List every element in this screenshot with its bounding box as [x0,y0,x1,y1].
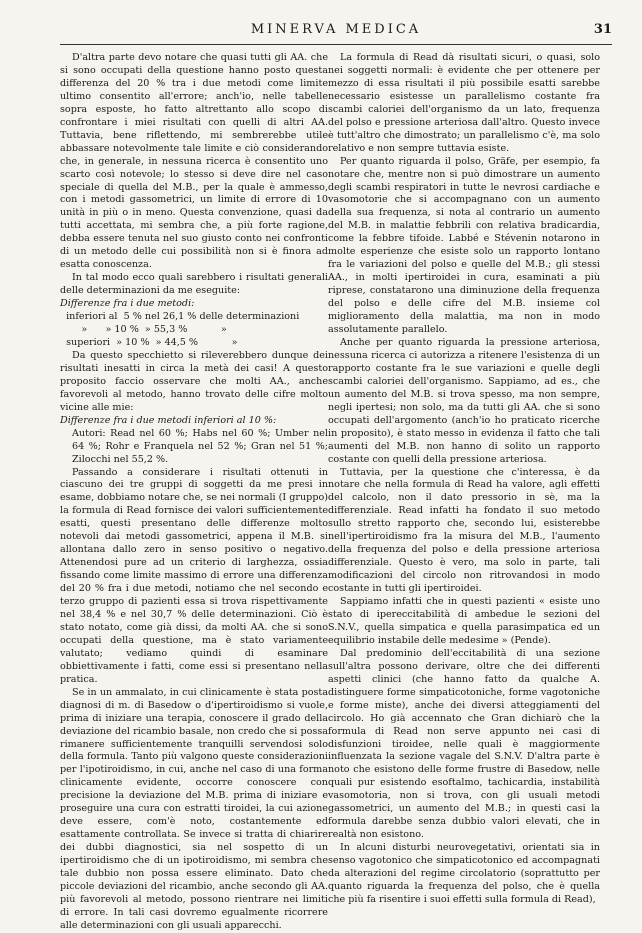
right-column-paragraph: La formula di Read dà risultati sicuri, o quasi, solo nei soggetti normali: è evidente che per ottenere per mezzo di essa risultati il più possibile esatti sarebbe necessario esistesse un parallelismo costante fra scambi caloriei dell'organismo da un lato, frequenza del polso e pressione arteriosa dall'altro. Questo invece è tutt'altro che dimostrato; un parallelismo c'è, ma solo relativo e non sempre tuttavia esiste. [328,52,600,154]
left-column-paragraph: Differenze fra i due metodi inferiori al 10 %: [60,414,277,426]
right-column-paragraph: Per quanto riguarda il polso, Gräfe, per esempio, fa notare che, mentre non si può dimostrare un aumento degli scambi respiratori in tutte le nevrosi cardiache e vasomotorie che si accompagnano con un aumento della sua frequenza, si nota al contrario un aumento del M.B. in malattie febbrili con relativa bradicardia, come la febbre tifoide. Labbé e Stévenin notarono in molte esperienze che esiste solo un rapporto lontano fra le variazioni del polso e quelle del M.B.; gli stessi AA., in molti ipertiroidei in cura, esaminati a più riprese, constatarono una diminuzione della frequenza del polso e delle cifre del M.B. insieme col miglioramento della malattia, ma non in modo assolutamente parallelo. [328,155,600,336]
left-column-paragraph: D'altra parte devo notare che quasi tutti gli AA. che si sono occupati della questione hanno posto questa differenza del 20 % tra i due metodi come limite ultimo consentito all'errore; anch'io, nelle tabelle sopra esposte, ho fatto altrettanto allo scopo di confrontare i miei risultati con quelli di altri AA. Tuttavia, bene riflettendo, mi sembrerebbe utile abbassare notevolmente tale limite e ciò considerando che, in generale, in nessuna ricerca è consentito uno scarto così notevole; lo stesso si deve dire nel caso speciale di quella del M.B., per la quale è ammesso, con i metodi gassometrici, un limite di errore di 10 unità in più o in meno. Questa convenzione, quasi da tutti accettata, mi sembra che, a più forte ragione, debba essere tenuta nel suo giusto conto nei confronti di un metodo delle cui possibilità non si è finora ad esatta conoscenza. [60,52,328,271]
left-column-paragraph: inferiori al 5 % nel 26,1 % delle determinazioni [60,311,300,323]
left-column-paragraph: » » 10 % » 55,3 % » [60,324,227,336]
left-column-paragraph: In tal modo ecco quali sarebbero i risultati generali delle determinazioni da me eseguite: [60,272,328,297]
left-column-paragraph: superiori » 10 % » 44,5 % » [60,336,238,348]
left-column-paragraph: Se in un ammalato, in cui clinicamente è stata posta diagnosi di m. di Basedow o d'ipertiroidismo si vuole, prima di iniziare una terapia, conoscere il grado della deviazione del ricambio basale, non credo che si possa rimanere sufficientemente tranquilli servendosi solo della formula. Tanto più valgono queste considerazioni per l'ipotiroidismo, in cui, anche nel caso di una forma clinicamente evidente, occorre conoscere con precisione la deviazione del M.B. prima di iniziare e proseguire una cura con estratti tiroidei, la cui azione deve essere, com'è noto, costantemente ed esattamente controllata. Se invece si tratta di chiarire dei dubbi diagnostici, sia nel sospetto di un ipertiroidismo che di un ipotiroidismo, mi sembra che tale dubbio non possa essere eliminato. Dato che piccole deviazioni del ricambio, anche secondo gli AA. più favorevoli al metodo, possono rientrare nei limiti di errore. In tali casi dovremo egualmente ricorrere alle determinazioni con gli usuali apparecchi. [60,686,328,931]
right-column-paragraph: In alcuni disturbi neurovegetativi, orientati sia in senso vagotonico che simpaticotonico ed accompagnati da alterazioni del regime circolatorio (soprattutto per quanto riguarda la frequenza del polso, che è quella che più fa risentire i suoi effetti sulla formula di Read), [328,842,600,905]
right-column-paragraph: Dal predominio dell'eccitabilità di una sezione sull'altra possono derivare, oltre che dei differenti aspetti clinici (che hanno fatto da qualche A. distinguere forme simpaticotoniche, forme vagotoniche e forme miste), anche dei diversi atteggiamenti del circolo. Ho già accennato che Gran dichiarò che la formula di Read non serve appunto nei casi di disfunzioni tiroidee, nelle quali è maggiormente influenzata la sezione vagale del S.N.V. D'altra parte è noto che esistono delle forme frustre di Basedow, nelle quali pur esistendo esoftalmo, tachicardia, instabilità vasomotoria, non si trova, con gli usuali metodi gassometrici, un aumento del M.B.; in questi casi la formula darebbe senza dubbio valori elevati, che in realtà non esistono. [328,647,600,841]
right-column [328,52,600,907]
margin-bleed-marks [4,60,34,880]
page-header [60,22,612,44]
header-rule [60,44,612,45]
left-column [60,52,328,933]
left-column-paragraph: Differenze fra i due metodi: [60,298,195,310]
left-column-paragraph: Passando a considerare i risultati ottenuti in ciascuno dei tre gruppi di soggetti da me presi in esame, dobbiamo notare che, se nei normali (I gruppo) la formula di Read fornisce dei valori sufficientemente esatti, questi presentano delle differenze molto notevoli dai metodi gassometrici, appena il M.B. si allontana dallo zero in senso positivo o negativo. Attenendosi pure ad un criterio di larghezza, ossia fissando come limite massimo di errore una differenza del 20 % fra i due metodi, notiamo che nel secondo e terzo gruppo di pazienti essa si trova rispettivamente nel 38,4 % e nel 30,7 % delle determinazioni. Ciò è stato notato, come già dissi, da molti AA. che si sono occupati della questione, ma è stato variamente valutato; vediamo quindi di esaminare obbiettivamente i fatti, come essi si presentano nella pratica. [60,466,328,685]
right-column-paragraph: Anche per quanto riguarda la pressione arteriosa, nessuna ricerca ci autorizza a ritenere l'esistenza di un rapporto costante fra le sue variazioni e quelle degli scambi caloriei dell'organismo. Sappiamo, ad es., che un aumento del M.B. si trova spesso, ma non sempre, negli ipertesi; non solo, ma da tutti gli AA. che si sono occupati dell'argomento (anch'io ho praticato ricerche in proposito), è stato messo in evidenza il fatto che tali aumenti del M.B. non hanno di solito un rapporto costante con quelli della pressione arteriosa. [328,336,600,465]
journal-title: MINERVA MEDICA [250,22,422,37]
page-number: 31 [593,22,612,37]
right-column-paragraph: Tuttavia, per la questione che c'interessa, è da notare che nella formula di Read ha valore, agli effetti del calcolo, non il dato pressorio in sè, ma la differenziale. Read infatti ha fondato il suo metodo sullo stretto rapporto che, secondo lui, esisterebbe nell'ipertiroidismo fra la misura del M.B., l'aumento della frequenza del polso e della pressione arteriosa differenziale. Questo è vero, ma solo in parte, tali modificazioni del circolo non ritrovandosi in modo costante in tutti gli ipertiroidei. [328,466,600,595]
right-column-paragraph: Sappiamo infatti che in questi pazienti « esiste uno stato di ipereccitabilità di ambedue le sezioni del S.N.V., quella simpatica e quella parasimpatica ed un equilibrio instabile delle medesime » (Pende). [328,596,600,646]
left-column-paragraph: Autori: Read nel 60 %; Habs nel 60 %; Umber nel 64 %; Rohr e Franquela nel 52 %; Gran nel 51 %; Zilocchi nel 55,2 %. [72,427,328,465]
left-column-paragraph: Da questo specchietto si rileverebbero dunque dei risultati inesatti in circa la metà dei casi! A questo proposito faccio osservare che molti AA., anche favorevoli al metodo, hanno trovato delle cifre molto vicine alle mie: [60,349,328,413]
